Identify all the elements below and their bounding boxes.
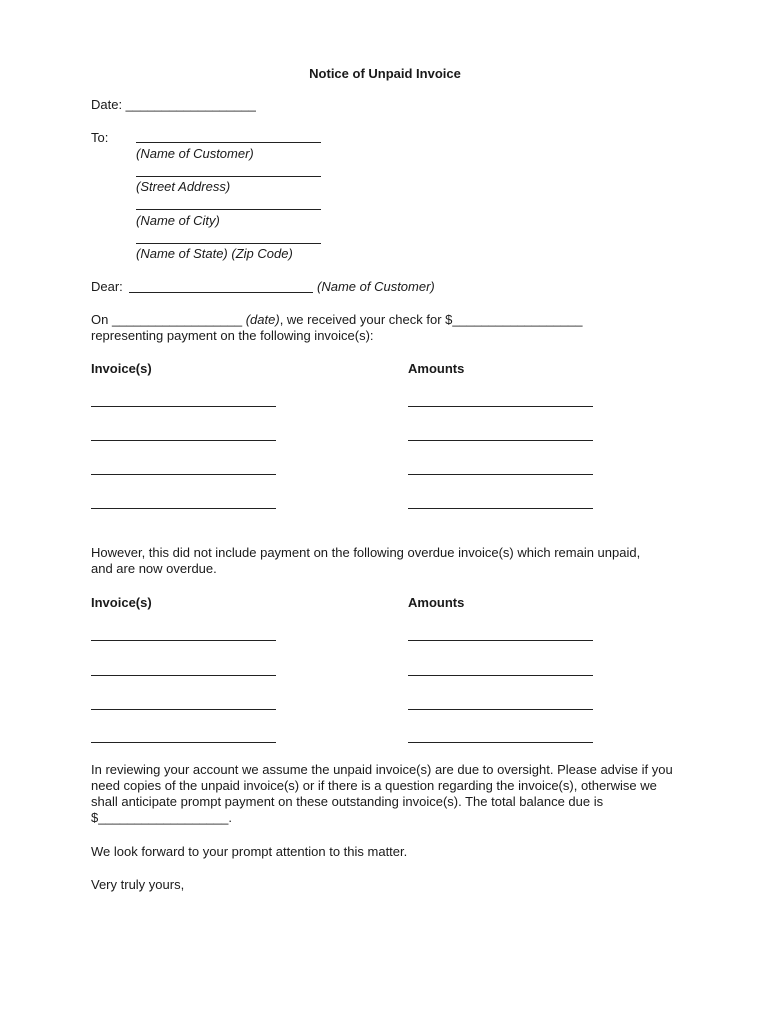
table1-amount-blank: [408, 508, 593, 509]
address-hint-city: (Name of City): [136, 213, 220, 228]
closing-line: We look forward to your prompt attention to this matter.: [91, 844, 408, 859]
on-line-continuation: representing payment on the following invoice(s):: [91, 328, 374, 343]
address-rule: [136, 243, 321, 244]
table1-amount-blank: [408, 440, 593, 441]
table1-invoice-blank: [91, 474, 276, 475]
table2-invoice-blank: [91, 709, 276, 710]
address-hint-customer: (Name of Customer): [136, 146, 254, 161]
dear-hint: (Name of Customer): [317, 279, 435, 294]
table1-amount-blank: [408, 406, 593, 407]
table2-amounts-header: Amounts: [408, 595, 465, 610]
date-line: Date: __________________: [91, 97, 256, 112]
on-line: [91, 312, 583, 327]
table2-invoice-blank: [91, 640, 276, 641]
on-line-date-hint: (date): [245, 312, 280, 327]
address-rule: [136, 176, 321, 177]
table2-invoice-header: Invoice(s): [91, 595, 152, 610]
table2-invoice-blank: [91, 742, 276, 743]
to-label: To:: [91, 130, 109, 145]
table2-amount-blank: [408, 675, 593, 676]
table1-invoice-header: Invoice(s): [91, 361, 152, 376]
dear-rule: [129, 292, 313, 293]
table1-invoice-blank: [91, 406, 276, 407]
on-line-before: On __________________: [91, 312, 246, 327]
table1-amount-blank: [408, 474, 593, 475]
address-hint-state-zip: (Name of State) (Zip Code): [136, 246, 293, 261]
review-paragraph: In reviewing your account we assume the unpaid invoice(s) are due to oversight. Please advise if you need copies of the unpaid invoice(s) or if there is a question regarding the invoice(s), otherwise we shall anticipate prompt payment on these outstanding invoice(s). The total balance due is $__________________.: [91, 762, 673, 825]
on-line-after: , we received your check for $__________________: [279, 312, 583, 327]
table1-invoice-blank: [91, 440, 276, 441]
address-rule: [136, 209, 321, 210]
dear-label: Dear:: [91, 279, 123, 294]
table1-amounts-header: Amounts: [408, 361, 465, 376]
address-rule: [136, 142, 321, 143]
table1-invoice-blank: [91, 508, 276, 509]
document-title: Notice of Unpaid Invoice: [309, 66, 461, 81]
table2-invoice-blank: [91, 675, 276, 676]
table2-amount-blank: [408, 742, 593, 743]
table2-amount-blank: [408, 709, 593, 710]
overdue-paragraph: However, this did not include payment on the following overdue invoice(s) which remain unpaid, and are now overdue.: [91, 545, 641, 576]
address-hint-street: (Street Address): [136, 179, 231, 194]
signoff: Very truly yours,: [91, 877, 185, 892]
table2-amount-blank: [408, 640, 593, 641]
